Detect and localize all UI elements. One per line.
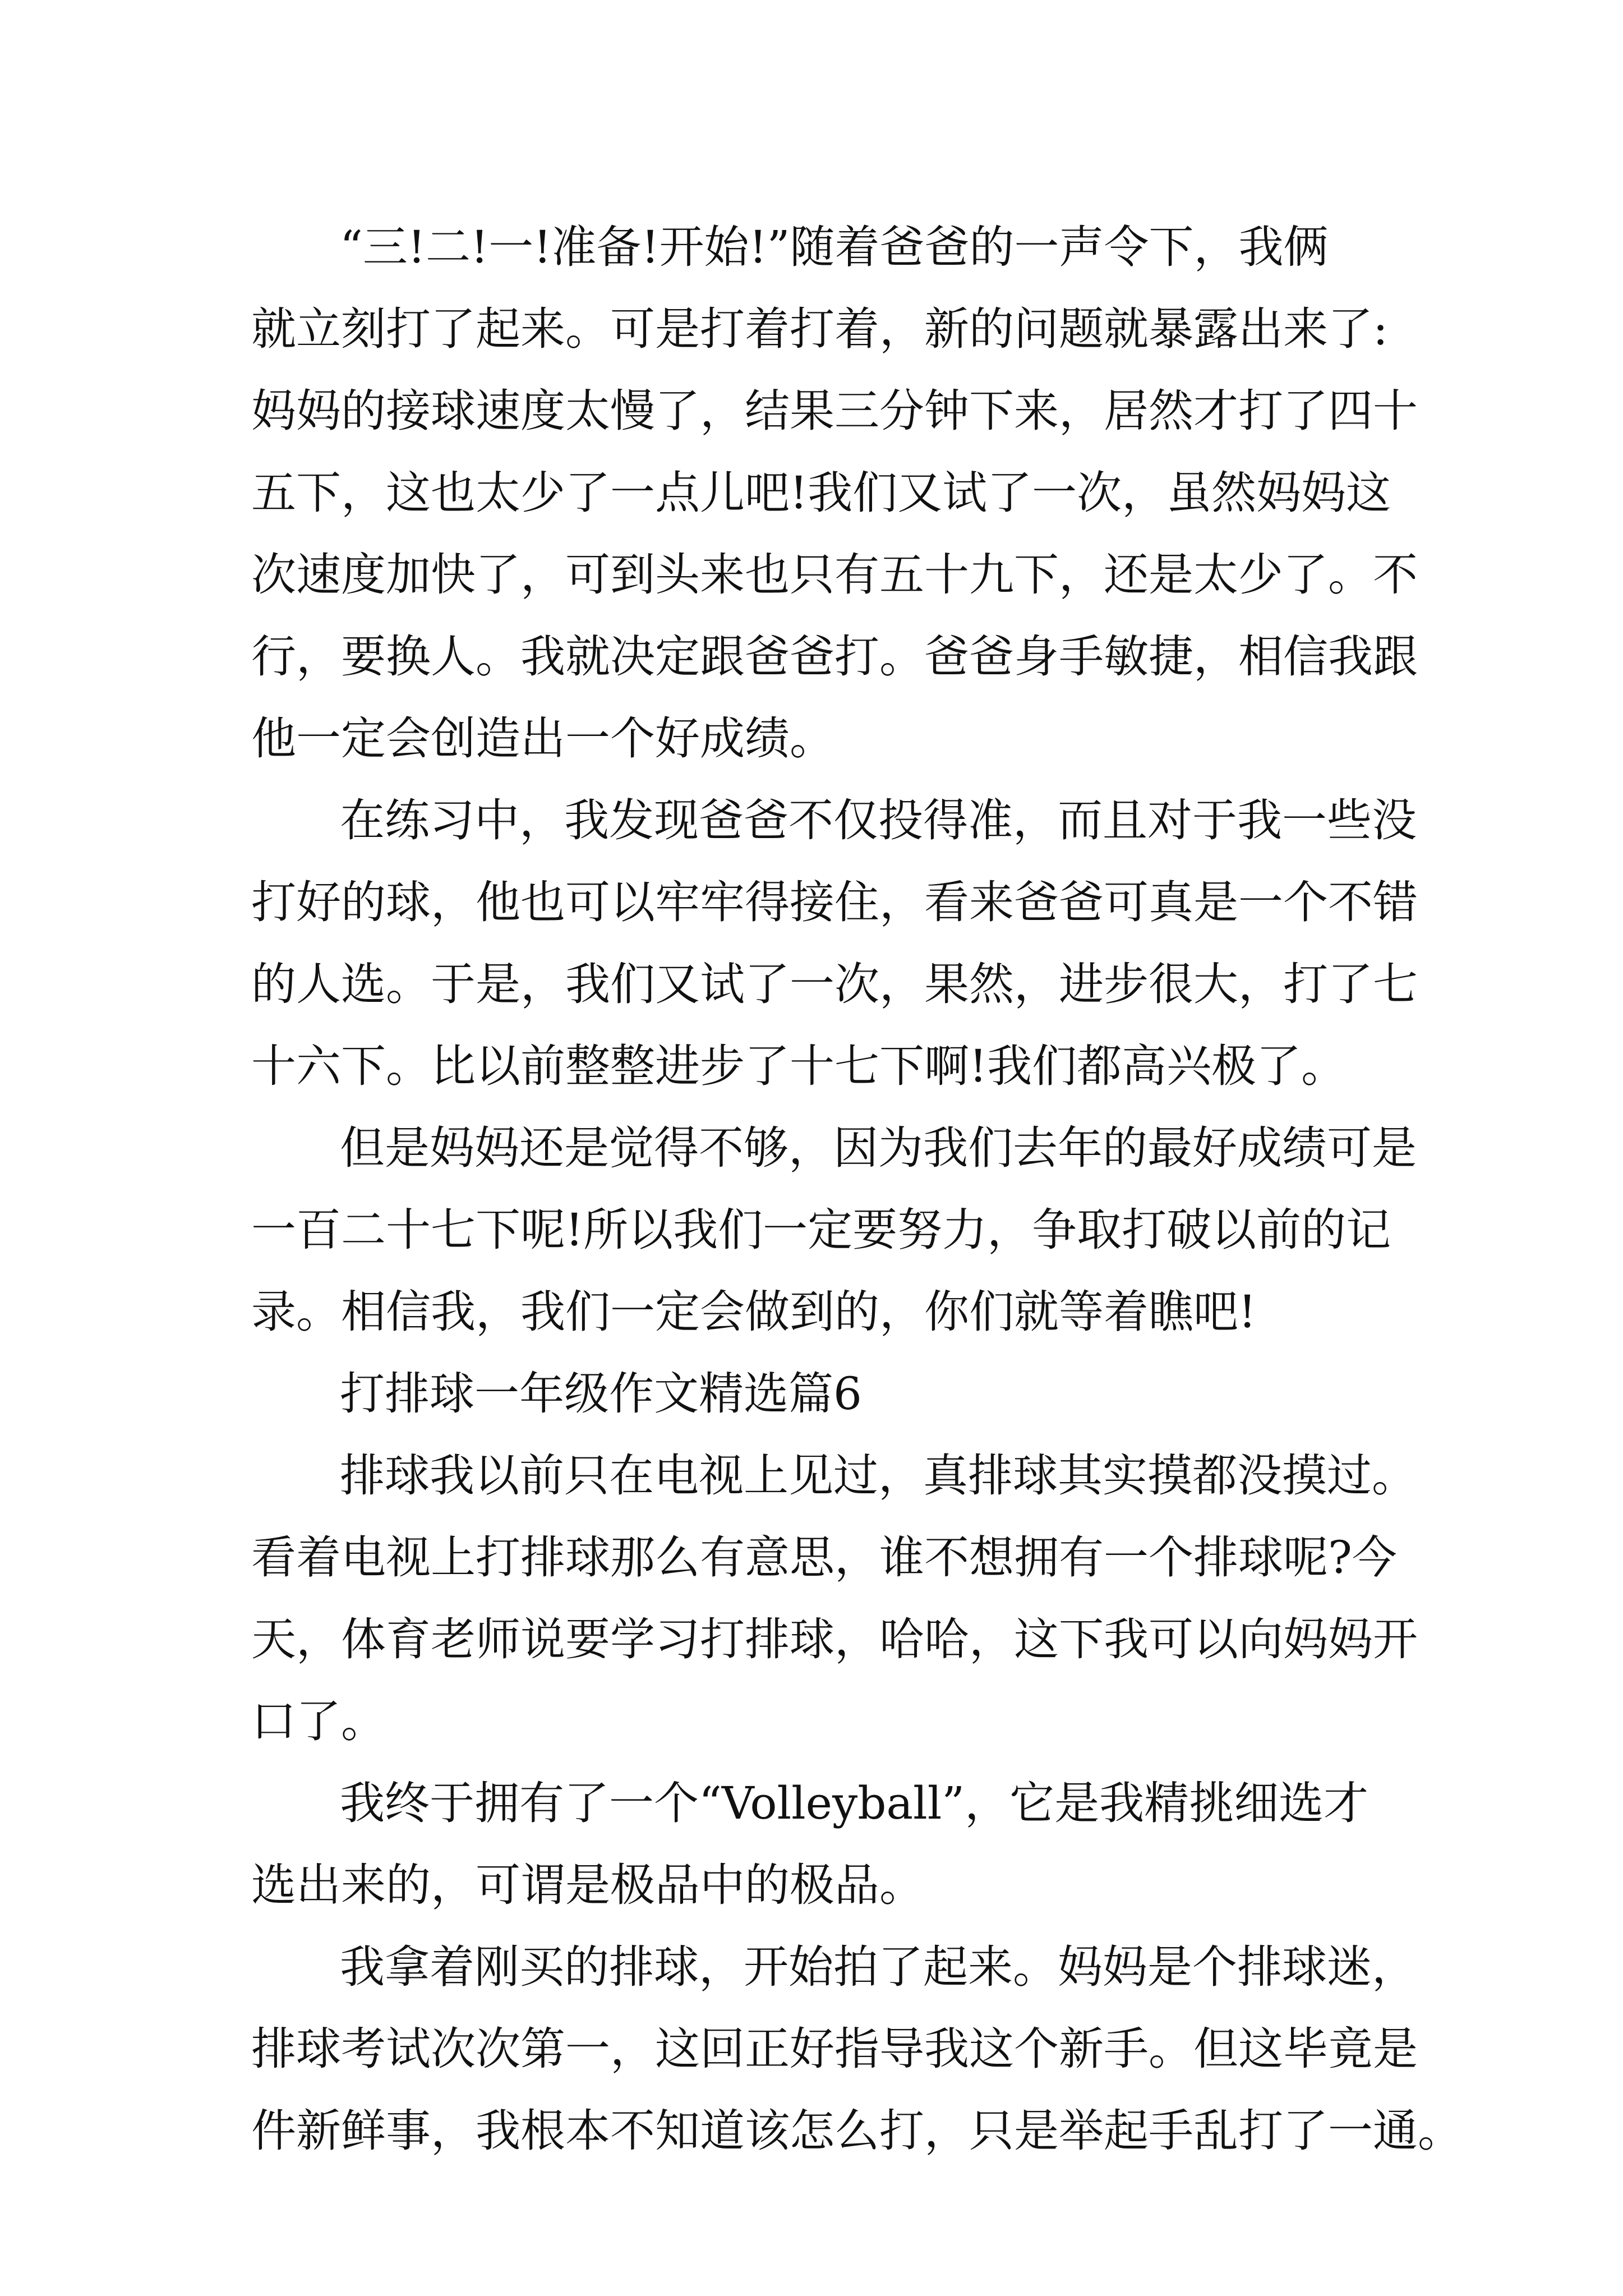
paragraph-line: “三!二!一!准备!开始!”随着爸爸的一声令下，我俩 bbox=[340, 221, 1329, 273]
paragraph-line: 排球考试次次第一，这回正好指导我这个新手。但这毕竟是 bbox=[251, 2023, 1418, 2075]
paragraph-line: 行，要换人。我就决定跟爸爸打。爸爸身手敏捷，相信我跟 bbox=[251, 631, 1418, 683]
paragraph-line: 妈妈的接球速度太慢了，结果三分钟下来，居然才打了四十 bbox=[251, 385, 1418, 437]
paragraph-line: 一百二十七下呢!所以我们一定要努力，争取打破以前的记 bbox=[251, 1204, 1391, 1256]
paragraph-line: 但是妈妈还是觉得不够，因为我们去年的最好成绩可是 bbox=[340, 1122, 1417, 1174]
document-body bbox=[251, 206, 1463, 2172]
section-heading: 打排球一年级作文精选篇6 bbox=[340, 1368, 862, 1420]
paragraph-line: 次速度加快了，可到头来也只有五十九下，还是太少了。不 bbox=[251, 549, 1418, 601]
paragraph-line: 录。相信我，我们一定会做到的，你们就等着瞧吧! bbox=[251, 1286, 1257, 1338]
paragraph-line: 天，体育老师说要学习打排球，哈哈，这下我可以向妈妈开 bbox=[251, 1613, 1418, 1665]
paragraph-line: 我拿着刚买的排球，开始拍了起来。妈妈是个排球迷， bbox=[340, 1941, 1417, 1993]
paragraph-line: 我终于拥有了一个“Volleyball”，它是我精挑细选才 bbox=[340, 1777, 1369, 1829]
paragraph-line: 看着电视上打排球那么有意思，谁不想拥有一个排球呢?今 bbox=[251, 1531, 1397, 1584]
paragraph-line: 他一定会创造出一个好成绩。 bbox=[251, 712, 834, 765]
paragraph-line: 五下，这也太少了一点儿吧!我们又试了一次，虽然妈妈这 bbox=[251, 467, 1391, 519]
paragraph-line: 十六下。比以前整整进步了十七下啊!我们都高兴极了。 bbox=[251, 1040, 1347, 1092]
paragraph-line: 就立刻打了起来。可是打着打着，新的问题就暴露出来了: bbox=[251, 303, 1388, 355]
paragraph-line: 口了。 bbox=[251, 1695, 386, 1747]
paragraph-line: 打好的球，他也可以牢牢得接住，看来爸爸可真是一个不错 bbox=[251, 876, 1418, 928]
paragraph-line: 选出来的，可谓是极品中的极品。 bbox=[251, 1859, 924, 1911]
paragraph-line: 的人选。于是，我们又试了一次，果然，进步很大，打了七 bbox=[251, 958, 1418, 1010]
paragraph-line: 在练习中，我发现爸爸不仅投得准，而且对于我一些没 bbox=[340, 794, 1417, 846]
paragraph-line: 排球我以前只在电视上见过，真排球其实摸都没摸过。 bbox=[340, 1450, 1417, 1502]
paragraph-line: 件新鲜事，我根本不知道该怎么打，只是举起手乱打了一通。 bbox=[251, 2105, 1463, 2157]
